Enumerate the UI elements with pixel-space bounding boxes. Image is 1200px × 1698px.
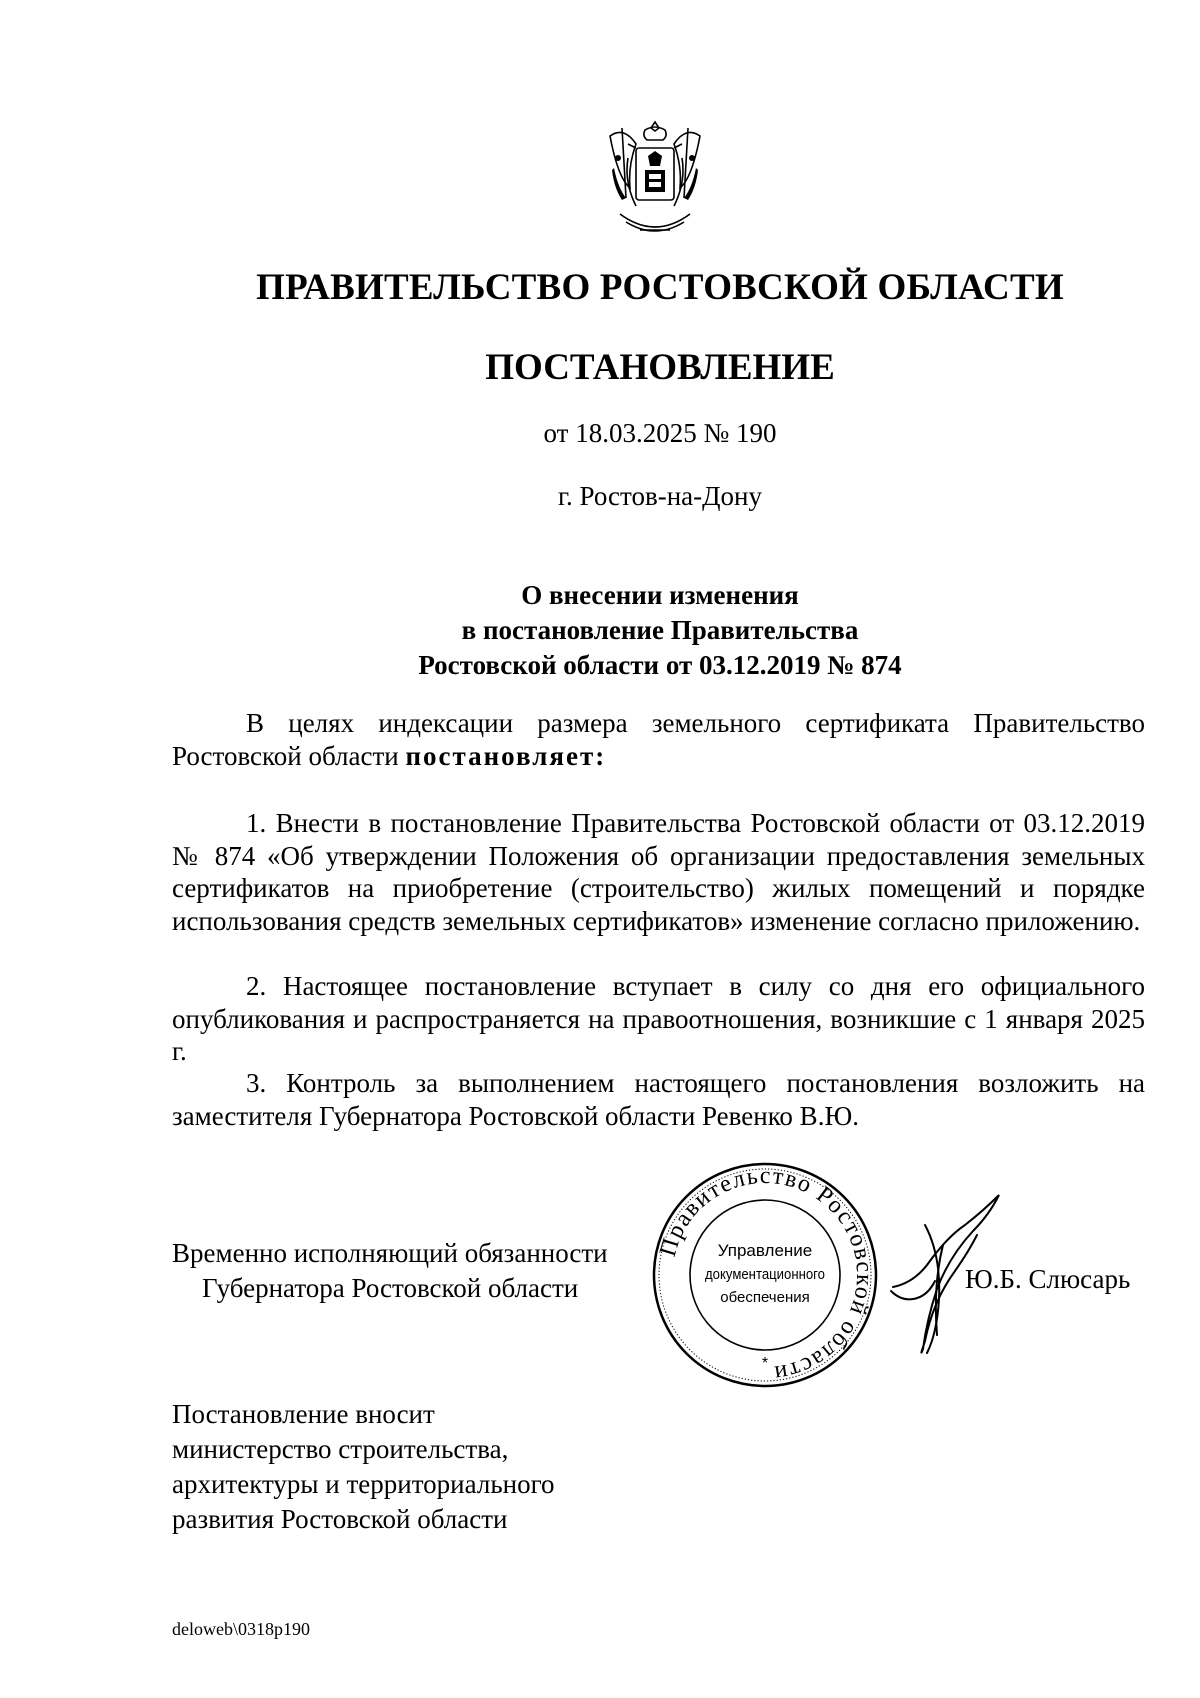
submitter-block [172,1397,555,1537]
official-seal-icon [650,1160,880,1390]
subject-line-1: О внесении изменения [521,580,799,610]
signatory-name: Ю.Б. Слюсарь [965,1264,1131,1294]
document-footer-code: deloweb\0318p190 [172,1619,310,1639]
organization-title: ПРАВИТЕЛЬСТВО РОСТОВСКОЙ ОБЛАСТИ [256,267,1064,308]
item-3-paragraph: 3. Контроль за выполнением настоящего постановления возложить на заместителя Губернатора Ростовской области Ревенко В.Ю. [172,1068,1145,1131]
seal-center-line-2: документационного [705,1266,825,1283]
submitter-line-4: развития Ростовской области [172,1504,508,1534]
coat-of-arms-icon [600,118,710,243]
seal-star: * [761,1355,769,1372]
document-type-title: ПОСТАНОВЛЕНИЕ [485,347,835,388]
seal-ring-text: Правительство Ростовской области [654,1162,878,1387]
subject-line-2: в постановление Правительства [461,615,859,645]
subject-line-3: Ростовской области от 03.12.2019 № 874 [418,650,902,680]
intro-paragraph [172,707,1145,772]
submitter-line-2: министерство строительства, [172,1434,509,1464]
document-date-number: от 18.03.2025 № 190 [543,418,777,448]
submitter-line-3: архитектуры и территориального [172,1469,555,1499]
submitter-line-1: Постановление вносит [172,1399,435,1429]
item-2-paragraph: 2. Настоящее постановление вступает в силу со дня его официального опубликования и распространяется на правоотношения, возникшие с 1 января 2025 г. [172,971,1145,1066]
signatory-position [172,1236,608,1306]
document-subject [170,578,1150,683]
signatory-position-line-2: Губернатора Ростовской области [202,1273,579,1303]
item-1-paragraph: 1. Внести в постановление Правительства Ростовской области от 03.12.2019 № 874 «Об утверждении Положения об организации предоставления земельных сертификатов на приобретение (строительство) жилых помещений и порядке использования средств земельных сертификатов» изменение согласно приложению. [172,808,1145,936]
seal-center-line-1: Управление [717,1241,813,1260]
signatory-position-line-1: Временно исполняющий обязанности [172,1238,608,1268]
intro-resolves: постановляет: [405,740,607,771]
seal-center-line-3: обеспечения [720,1289,810,1306]
intro-text: В целях индексации размера земельного сертификата Правительство Ростовской области [172,708,1145,771]
document-city: г. Ростов-на-Дону [557,481,762,511]
